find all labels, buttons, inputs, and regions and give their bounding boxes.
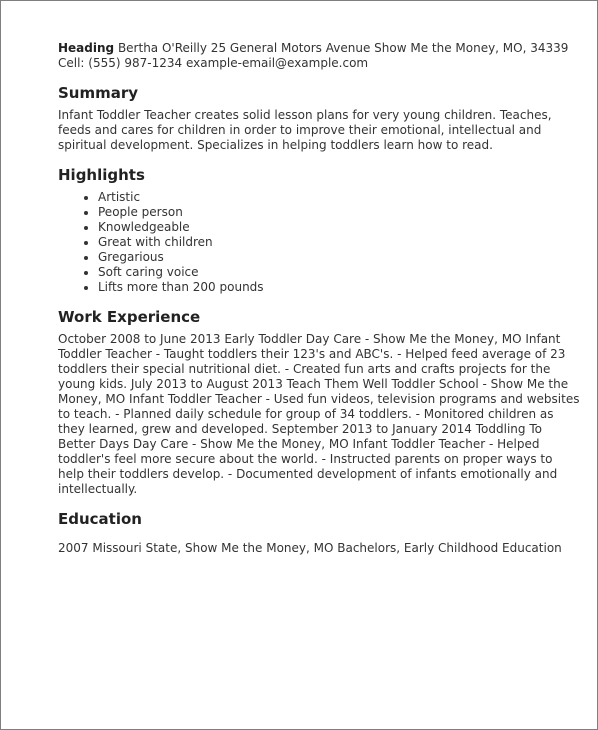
work-experience-title: Work Experience bbox=[58, 308, 201, 326]
summary-title: Summary bbox=[58, 84, 139, 102]
highlights-list bbox=[58, 190, 582, 295]
heading-label: Heading bbox=[58, 41, 115, 55]
highlight-item: • Soft caring voice bbox=[98, 265, 582, 280]
summary-text: Infant Toddler Teacher creates solid lesson plans for very young children. Teaches, feeds and cares for children in order to improve their emotional, intellectual and spiritual development. Specializes in helping toddlers learn how to read. bbox=[58, 108, 552, 152]
contact-details: Bertha O'Reilly 25 General Motors Avenue Show Me the Money, MO, 34339 Cell: (555) 987-1234 example-email@example.com bbox=[58, 41, 569, 70]
education-title: Education bbox=[58, 510, 142, 528]
contact-heading bbox=[58, 41, 582, 71]
highlight-item: • Knowledgeable bbox=[98, 220, 582, 235]
highlight-item: • Great with children bbox=[98, 235, 582, 250]
highlight-item: • Lifts more than 200 pounds bbox=[98, 280, 582, 295]
education-text: 2007 Missouri State, Show Me the Money, MO Bachelors, Early Childhood Education bbox=[58, 541, 562, 555]
resume-content bbox=[58, 41, 582, 556]
highlight-item: • Gregarious bbox=[98, 250, 582, 265]
highlight-item: • People person bbox=[98, 205, 582, 220]
highlight-item: • Artistic bbox=[98, 190, 582, 205]
highlights-title: Highlights bbox=[58, 166, 145, 184]
work-experience-text: October 2008 to June 2013 Early Toddler Day Care - Show Me the Money, MO Infant Toddler Teacher - Taught toddlers their 123's and ABC's. - Helped feed average of 23 toddlers their special nutritional diet. - Created fun arts and crafts projects for the young kids. July 2013 to August 2013 Teach Them Well Toddler School - Show Me the Money, MO Infant Toddler Teacher - Used fun videos, television programs and websites to teach. - Planned daily schedule for group of 34 toddlers. - Monitored children as they learned, grew and developed. September 2013 to January 2014 Toddling To Better Days Day Care - Show Me the Money, MO Infant Toddler Teacher - Helped toddler's feel more secure about the world. - Instructed parents on proper ways to help their toddlers develop. - Documented development of infants emotionally and intellectually. bbox=[58, 332, 580, 496]
